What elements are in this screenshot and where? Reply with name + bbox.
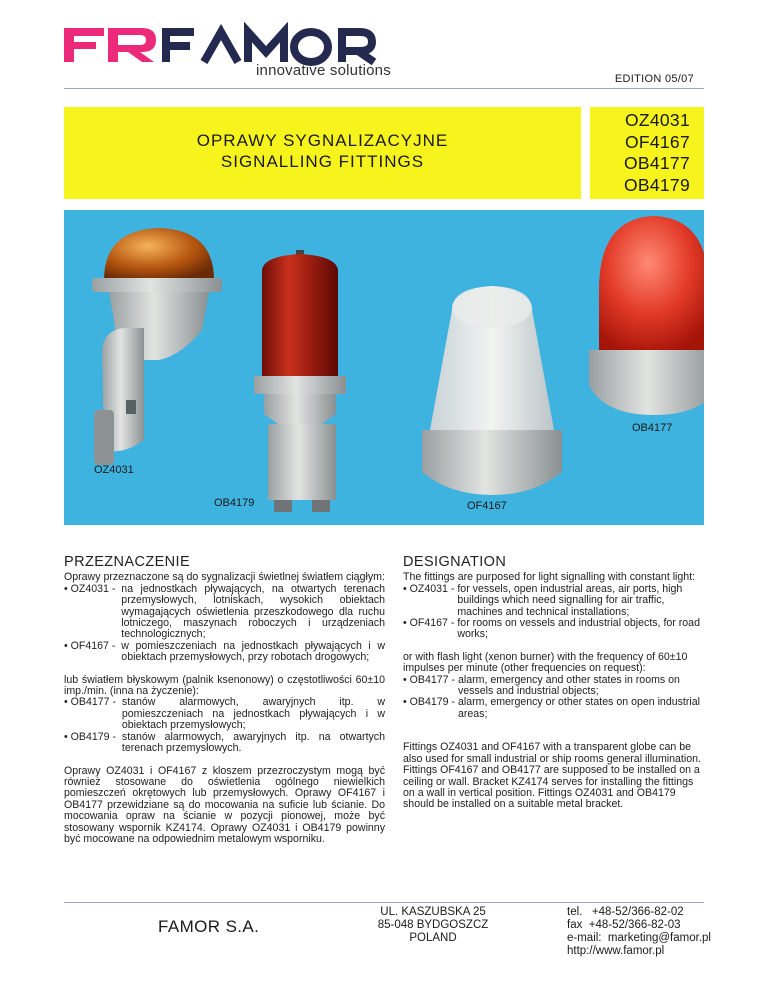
of4167-fitting <box>422 286 562 495</box>
en-item-ob4177: • OB4177 - alarm, emergency and other states in rooms on vessels and industrial objects; <box>403 673 680 698</box>
ob4177-fitting <box>589 216 704 415</box>
pl-paragraph: Oprawy OZ4031 i OF4167 z kloszem przezroczystym mogą być również stosowane do oświetlenia ogólnego niewielkich pomieszczeń okrętowych lub przemysłowych. Oprawy OF4167 i OB4177 przewidziane są do mocowania na suficie lub ścianie. Do mocowania opraw na ścianie w pozycji pionowej, może być stosowany wspornik KZ4174. Oprawy OZ4031 i OB4179 powinny być mocowane na odpowiednim metalowym wsporniku. <box>64 764 385 845</box>
pl-item-ob4179: • OB4179 - stanów alarmowych, awaryjnych itp. na otwartych terenach przemysłowych. <box>64 730 385 755</box>
oz4031-fitting <box>92 228 222 465</box>
heading-designation: DESIGNATION <box>403 554 507 570</box>
product-photo <box>64 210 704 525</box>
polish-column <box>64 554 385 845</box>
photo-label-of4167: OF4167 <box>467 500 507 512</box>
contact-tel: tel. +48-52/366-82-02 <box>567 906 684 918</box>
photo-label-ob4179: OB4179 <box>214 497 255 509</box>
company-address <box>352 906 514 945</box>
en-flash: or with flash light (xenon burner) with the frequency of 60±10 impulses per minute (other frequencies on request): <box>403 650 688 675</box>
code-ob4179: OB4179 <box>623 174 690 195</box>
ob4179-fitting <box>254 250 346 512</box>
en-paragraph: Fittings OZ4031 and OF4167 with a transparent globe can be also used for small industrial or ship rooms general illumination. Fittings OF4167 and OB4177 are supposed to be installed on a ceiling or wall. Bracket KZ4174 serves for installing the fittings on a wall in vertical position. Fittings OZ4031 and OB4179 should be installed on a suitable metal bracket. <box>403 741 701 811</box>
en-item-of4167: • OF4167 - for rooms on vessels and industrial objects, for road works; <box>403 617 700 641</box>
pl-flash: lub światłem błyskowym (palnik ksenonowy) o częstotliwości 60±10 imp./min. (inna na życzenie): <box>64 673 385 698</box>
pl-item-ob4177: • OB4177 - stanów alarmowych, awaryjnych itp. w pomieszczeniach na jednostkach pływających i w obiektach przemysłowych; <box>64 696 385 732</box>
code-oz4031: OZ4031 <box>624 110 690 130</box>
product-illustration <box>64 210 704 525</box>
header-rule <box>64 88 704 89</box>
title-english: SIGNALLING FITTINGS <box>220 152 425 171</box>
tagline: innovative solutions <box>256 62 391 79</box>
pl-item-of4167: • OF4167 - w pomieszczeniach na jednostkach pływających i w obiektach przemysłowych, przy robotach drogowych; <box>64 639 385 664</box>
code-of4167: OF4167 <box>624 131 690 152</box>
photo-label-oz4031: OZ4031 <box>94 464 134 476</box>
company-name: FAMOR S.A. <box>158 917 260 936</box>
pl-intro: Oprawy przeznaczone są do sygnalizacji świetlnej światłem ciągłym: <box>64 571 385 584</box>
contact-email-link[interactable]: e-mail: marketing@famor.pl <box>567 932 711 944</box>
en-item-ob4179: • OB4179 - alarm, emergency or other states on open industrial areas; <box>403 696 700 720</box>
en-item-oz4031: • OZ4031 - for vessels, open industrial areas, air ports, high buildings which need signalling for air traffic, machines and technical installations; <box>403 582 683 618</box>
address-country: POLAND <box>409 932 457 944</box>
heading-przeznaczenie: PRZEZNACZENIE <box>64 554 191 570</box>
pl-item-oz4031: • OZ4031 - na jednostkach pływających, na otwartych terenach przemysłowych, lotniskach, wysokich obiektach wymagających oświetlenia przeszkodowego dla ruchu lotniczego, maszynach roboczych i urządzeniach technologicznych; <box>64 582 385 641</box>
english-column <box>403 554 703 811</box>
contact-fax: fax +48-52/366-82-03 <box>567 919 681 931</box>
contact-website-link[interactable]: http://www.famor.pl <box>567 945 665 957</box>
footer-rule <box>64 902 704 903</box>
photo-label-ob4177: OB4177 <box>632 422 673 434</box>
address-city: 85-048 BYDGOSZCZ <box>377 919 489 931</box>
en-intro: The fittings are purposed for light signalling with constant light: <box>403 571 696 584</box>
product-codes-box <box>590 107 704 199</box>
address-street: UL. KASZUBSKA 25 <box>380 906 486 918</box>
title-box <box>64 107 581 199</box>
title-polish: OPRAWY SYGNALIZACYJNE <box>196 131 449 150</box>
company-contact <box>567 906 711 958</box>
code-ob4177: OB4177 <box>623 153 690 173</box>
edition-label: EDITION 05/07 <box>614 73 694 85</box>
